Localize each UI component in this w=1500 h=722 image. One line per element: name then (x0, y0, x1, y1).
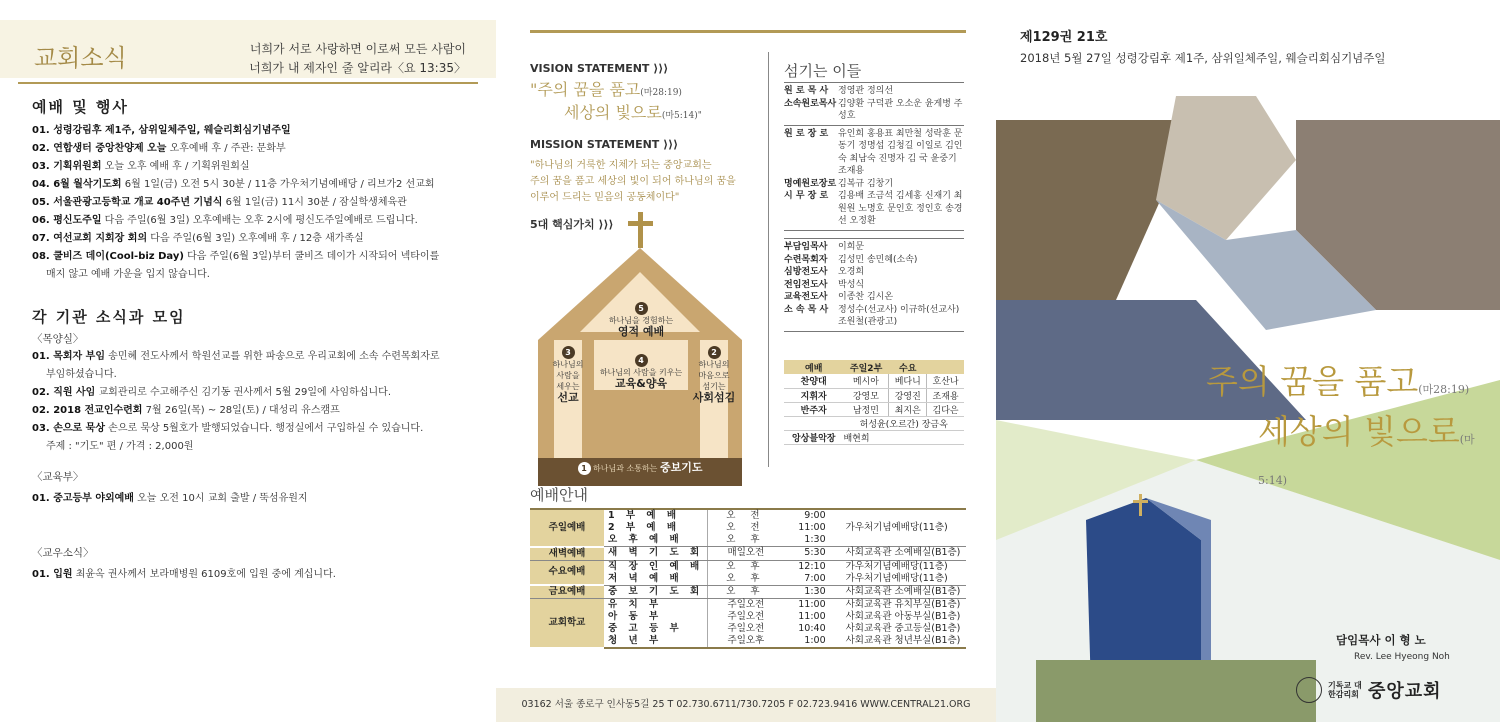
top-rule (530, 30, 966, 33)
list-item: 01. 중고등부 야외예배 오늘 오전 10시 교회 출발 / 뚝섬유원지 (32, 493, 308, 504)
list-item: 03. 손으로 묵상 손으로 묵상 5월호가 발행되었습니다. 행정실에서 구입하실 수 있습니다. (32, 423, 424, 434)
core-values-heading: 5대 핵심가치 ⟩⟩⟩ (530, 218, 614, 231)
worship-heading: 예배 및 행사 (32, 98, 129, 116)
table-row: 앙상블악장 배현희 (784, 430, 964, 444)
staff-block-elders (784, 126, 964, 231)
table-row: 새벽예배 새 벽 기 도 회 매일오전 5:30 사회교육관 소예배실(B1층) (530, 547, 966, 561)
staff-row: 원 로 장 로 유인희 홍용표 최만철 성락훈 문동기 정명섭 김청길 이일로 김인숙 최남숙 진명자 김 국 윤중기 조재용 (784, 128, 963, 176)
staff-row: 수련목회자 김성민 송민혜(소속) (784, 254, 918, 265)
table-row: 청 년 부 주일오후 1:00 사회교육관 청년부실(B1층) (530, 635, 966, 648)
list-item: 04. 6월 월삭기도회 6월 1일(금) 오전 5시 30분 / 11층 가우처기념예배당 / 리브가2 선교회 (32, 179, 435, 190)
org-heading: 각 기관 소식과 모임 (32, 308, 186, 326)
list-item: 02. 2018 전교인수련회 7월 26일(목) ~ 28일(토) / 대성리 유스캠프 (32, 405, 340, 416)
vision-heading: VISION STATEMENT ⟩⟩⟩ (530, 62, 669, 75)
subheading: 〈교우소식〉 (32, 547, 94, 559)
staff-row: 명예원로장로 김복규 김창기 (784, 178, 894, 189)
staff-row: 시 무 장 로 김용배 조금석 김세홍 신재기 최원원 노명호 문인호 정인호 송경선 오정환 (784, 191, 963, 226)
pastor-name-en: Rev. Lee Hyeong Noh (1354, 652, 1450, 662)
core-values-diagram (530, 212, 762, 490)
issue-number: 제129권 21호 (1020, 30, 1108, 45)
denomination: 기독교 대한감리회 (1328, 681, 1362, 699)
value-3: 3 하나님의 사람을 세우는 선교 (552, 348, 584, 404)
vision-panel (496, 0, 996, 722)
seal-icon (1296, 677, 1322, 703)
org-list (32, 330, 477, 456)
table-row: 찬양대 메시아 베다니 호산나 (784, 374, 964, 388)
pastor-name: 담임목사 이 형 노 (1336, 633, 1426, 647)
table-row: 허성윤(오르간) 장금옥 (784, 416, 964, 430)
trees-icon (1036, 660, 1316, 722)
list-item-cont: 주제 : "기도" 편 / 가격 : 2,000원 (46, 441, 194, 452)
service-table (530, 508, 966, 649)
contact-footer: 03162 서울 종로구 인사동5길 25 T 02.730.6711/730.7205 F 02.723.9416 WWW.CENTRAL21.ORG (496, 688, 996, 722)
list-item: 02. 직원 사임 교회관리로 수고해주신 김기동 권사께서 5월 29일에 사임하십니다. (32, 387, 392, 398)
list-item: 02. 연합생터 중앙찬양제 오늘 오후예배 후 / 주관: 문화부 (32, 143, 286, 154)
table-row: 금요예배 중 보 기 도 회 오 후 1:30 사회교육관 소예배실(B1층) (530, 585, 966, 599)
value-4: 4 하나님의 사람을 키우는 교육&양육 (599, 356, 683, 390)
member-news-list (32, 544, 477, 584)
list-item: 06. 평신도주일 다음 주일(6월 3일) 오후예배는 오후 2시에 평신도주일예배로 드립니다. (32, 215, 418, 226)
staff-row: 심방전도사 오경희 (784, 267, 865, 277)
church-logo (1296, 676, 1496, 704)
list-item: 03. 기획위원회 오늘 오후 예배 후 / 기획위원회실 (32, 161, 250, 172)
list-item: 08. 쿨비즈 데이(Cool-biz Day) 다음 주일(6월 3일)부터 쿨비즈 데이가 시작되어 넥타이를 (32, 251, 440, 262)
slogan-line-1: 주의 꿈을 품고(마28:19) (1206, 362, 1470, 401)
cover-panel (996, 0, 1500, 722)
value-5: 5 하나님을 경험하는 영적 예배 (608, 304, 674, 338)
table-row: 교회학교 유 치 부 주일오전 11:00 사회교육관 유치부실(B1층) (530, 599, 966, 612)
worship-list (32, 122, 477, 284)
staff-row: 소 속 목 사 정성수(선교사) 이규하(선교사) 조원철(관광고) (784, 304, 960, 327)
list-item: 01. 성령강림후 제1주, 삼위일체주일, 웨슬리회심기념주일 (32, 125, 291, 136)
issue-date: 2018년 5월 27일 성령강림후 제1주, 삼위일체주일, 웨슬리회심기념주일 (1020, 51, 1386, 65)
edu-list (32, 468, 477, 508)
staff-row: 전임전도사 박성식 (784, 279, 865, 290)
staff-row: 교육전도사 이종찬 김시온 (784, 292, 894, 302)
mission-statement: "하나님의 거룩한 지체가 되는 중앙교회는 주의 꿈을 품고 세상의 빛이 되어 하나님의 꿈을 이루어 드리는 믿음의 공동체이다" (530, 160, 736, 203)
list-item-cont: 매지 않고 예배 가운을 입지 않습니다. (46, 269, 210, 280)
staff-block-retired (784, 82, 964, 126)
table-row: 수요예배 직 장 인 예 배 오 후 12:10 가우처기념예배당(11층) (530, 560, 966, 573)
mission-heading: MISSION STATEMENT ⟩⟩⟩ (530, 138, 679, 151)
staff-row: 소속원로목사 김양환 구덕관 오소운 윤게병 주성호 (784, 98, 963, 121)
slogan-line-2: 세상의 빛으로(마5:14) (1258, 412, 1475, 487)
staff-list (784, 82, 964, 231)
staff-list-ministers (784, 238, 964, 332)
list-item: 07. 여선교회 지회장 회의 다음 주일(6월 3일) 오후예배 후 / 12층 새가족실 (32, 233, 364, 244)
table-row: 저 녁 예 배 오 후 7:00 가우처기념예배당(11층) (530, 573, 966, 586)
service-heading: 예배안내 (530, 486, 588, 504)
header-rule (18, 82, 478, 84)
vision-statement: "주의 꿈을 품고(마28:19) 세상의 빛으로(마5:14)" (530, 80, 702, 122)
list-item: 05. 서울관광고등학교 개교 40주년 기념식 6월 1일(금) 11시 30분 / 잠실학생체육관 (32, 197, 407, 208)
list-item: 01. 목회자 부임 송민혜 전도사께서 학원선교를 위한 파송으로 우리교회에 소속 수련목회자로 (32, 351, 440, 362)
scripture-quote: 너희가 서로 사랑하면 이로써 모든 사람이 너희가 내 제자인 줄 알리라〈요 13:35〉 (249, 42, 466, 75)
table-row: 2 부 예 배 오 전 11:00 가우처기념예배당(11층) (608, 522, 948, 533)
value-1: 1 하나님과 소통하는 중보기도 (538, 462, 742, 475)
staff-row: 원 로 목 사 정영관 정의선 (784, 86, 894, 96)
list-item: 01. 입원 최윤옥 권사께서 보라매병원 6109호에 입원 중에 계십니다. (32, 569, 336, 580)
value-2: 2 하나님의 마음으로 섬기는 사회섬김 (692, 348, 736, 404)
table-row: 오 후 예 배 오 후 1:30 (530, 534, 966, 547)
table-row: 주일예배 1 부 예 배 오 전 9:00 (530, 509, 966, 522)
staff-heading: 섬기는 이들 (784, 62, 862, 80)
column-divider (768, 52, 769, 467)
staff-row: 부담임목사 이희문 (784, 242, 865, 252)
table-header-row: 예배 주일2부 수요 (784, 360, 964, 374)
table-row: 중 고 등 부 주일오전 10:40 사회교육관 중고등실(B1층) (608, 623, 961, 634)
news-panel (0, 0, 496, 722)
table-row: 아 동 부 주일오전 11:00 사회교육관 아동부실(B1층) (608, 611, 961, 622)
news-title: 교회소식 (34, 44, 127, 72)
list-item-cont: 부임하셨습니다. (46, 369, 117, 380)
staff-block-ministers (784, 238, 964, 332)
table-row: 지휘자 강영모 강영진 조재용 (784, 388, 964, 402)
subheading: 〈목양실〉 (32, 333, 84, 345)
church-name: 중앙교회 (1368, 681, 1442, 702)
table-row: 반주자 남정민 최지은 김다은 (784, 402, 964, 416)
cross-icon-vertical (638, 212, 643, 248)
cross-icon-horizontal (628, 221, 653, 226)
subheading: 〈교육부〉 (32, 471, 84, 483)
choir-table (784, 360, 964, 445)
